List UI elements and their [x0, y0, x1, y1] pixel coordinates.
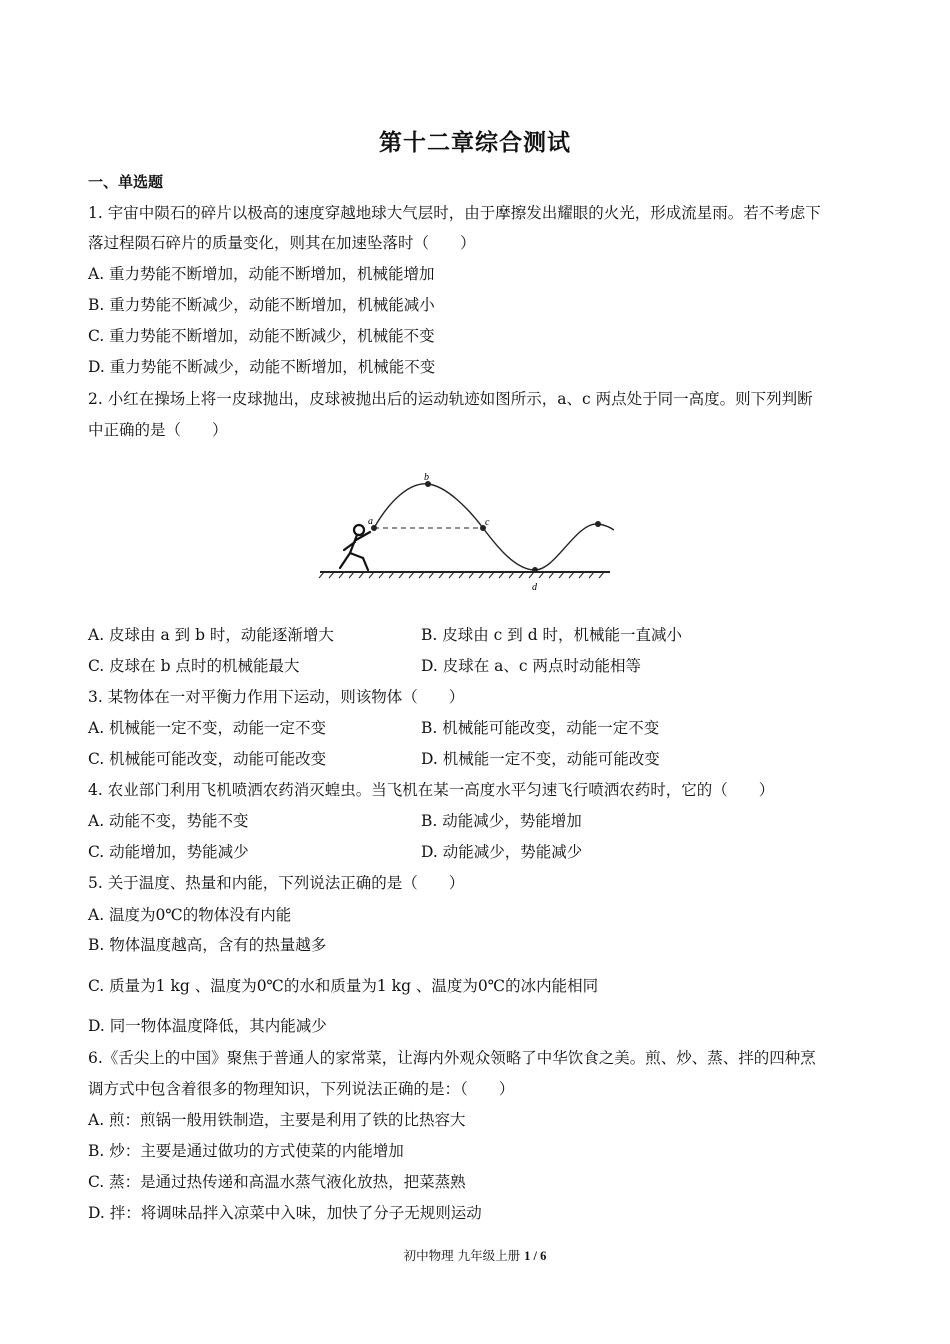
q1-option-d: D. 重力势能不断减少，动能不断增加，机械能不变	[88, 358, 436, 376]
q4-option-a: A. 动能不变，势能不变	[88, 812, 249, 830]
ball-trajectory-figure	[318, 470, 614, 594]
page-title: 第十二章综合测试	[379, 129, 571, 156]
point-d	[532, 567, 538, 573]
q5-option-d: D. 同一物体温度降低，其内能减少	[88, 1017, 327, 1035]
trajectory-curve	[374, 484, 614, 570]
q1-option-b: B. 重力势能不断减少，动能不断增加，机械能减小	[88, 296, 435, 314]
q2-option-d: D. 皮球在 a、c 两点时动能相等	[421, 657, 642, 675]
page-footer	[0, 1246, 950, 1264]
q6-stem-line1: 6.《舌尖上的中国》聚焦于普通人的家常菜，让海内外观众领略了中华饮食之美。煎、炒、蒸、拌的四种烹	[88, 1049, 816, 1067]
q3-option-a: A. 机械能一定不变，动能一定不变	[88, 719, 327, 737]
q5-option-b: B. 物体温度越高，含有的热量越多	[88, 936, 327, 954]
q5-stem: 5. 关于温度、热量和内能，下列说法正确的是（ ）	[88, 874, 465, 892]
q1-option-c: C. 重力势能不断增加，动能不断减少，机械能不变	[88, 327, 435, 345]
q4-option-d: D. 动能减少，势能减少	[421, 843, 583, 861]
q5-option-a: A. 温度为0℃的物体没有内能	[88, 906, 292, 924]
q4-stem: 4. 农业部门利用飞机喷洒农药消灭蝗虫。当飞机在某一高度水平匀速飞行喷洒农药时，它的（ ）	[88, 781, 775, 799]
label-b: b	[424, 472, 429, 483]
q2-option-b: B. 皮球由 c 到 d 时，机械能一直减小	[421, 626, 683, 644]
q3-option-d: D. 机械能一定不变，动能可能改变	[421, 750, 660, 768]
page-number: 1 / 6	[524, 1249, 547, 1263]
q6-stem-line2: 调方式中包含着很多的物理知识，下列说法正确的是：（ ）	[88, 1080, 515, 1098]
q2-option-c: C. 皮球在 b 点时的机械能最大	[88, 657, 300, 675]
q6-option-d: D. 拌：将调味品拌入凉菜中入味，加快了分子无规则运动	[88, 1204, 482, 1222]
q3-stem: 3. 某物体在一对平衡力作用下运动，则该物体（ ）	[88, 688, 465, 706]
q6-option-a: A. 煎：煎锅一般用铁制造，主要是利用了铁的比热容大	[88, 1111, 466, 1129]
section-heading: 一、单选题	[88, 173, 164, 191]
q6-option-b: B. 炒：主要是通过做功的方式使菜的内能增加	[88, 1142, 404, 1160]
label-c: c	[485, 517, 490, 528]
q4-option-c: C. 动能增加，势能减少	[88, 843, 249, 861]
thrower-figure	[340, 525, 370, 570]
q1-stem-line1: 1. 宇宙中陨石的碎片以极高的速度穿越地球大气层时，由于摩擦发出耀眼的火光，形成流星雨。若不考虑下	[88, 204, 821, 222]
footer-subject: 初中物理 九年级上册	[403, 1248, 525, 1263]
q4-option-b: B. 动能减少，势能增加	[421, 812, 582, 830]
q2-stem-line1: 2. 小红在操场上将一皮球抛出，皮球被抛出后的运动轨迹如图所示，a、c 两点处于同一高度。则下列判断	[88, 390, 813, 408]
q5-option-c: C. 质量为1 kg 、温度为0℃的水和质量为1 kg 、温度为0℃的冰内能相同	[88, 977, 599, 995]
q3-option-b: B. 机械能可能改变，动能一定不变	[421, 719, 660, 737]
q6-option-c: C. 蒸：是通过热传递和高温水蒸气液化放热，把菜蒸熟	[88, 1173, 466, 1191]
q2-option-a: A. 皮球由 a 到 b 时，动能逐渐增大	[88, 626, 334, 644]
label-a: a	[368, 516, 373, 527]
label-d: d	[532, 582, 537, 593]
point-peak2	[595, 521, 601, 527]
q1-stem-line2: 落过程陨石碎片的质量变化，则其在加速坠落时（ ）	[88, 234, 476, 252]
q1-option-a: A. 重力势能不断增加，动能不断增加，机械能增加	[88, 265, 435, 283]
q2-stem-line2: 中正确的是（ ）	[88, 421, 228, 439]
q3-option-c: C. 机械能可能改变，动能可能改变	[88, 750, 327, 768]
